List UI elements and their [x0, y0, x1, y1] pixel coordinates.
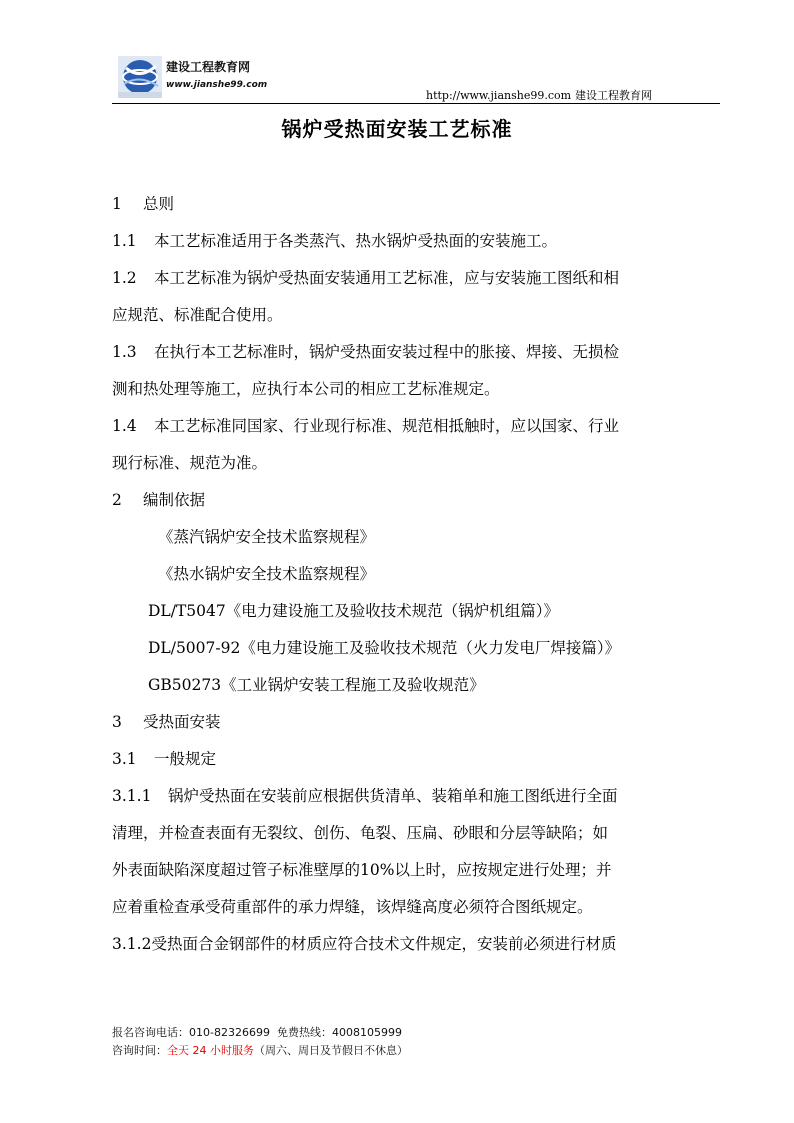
reference-item: 《热水锅炉安全技术监察规程》	[158, 565, 376, 583]
reference-item: DL/5007-92《电力建设施工及验收技术规范（火力发电厂焊接篇）》	[148, 639, 621, 657]
reference-item: DL/T5047《电力建设施工及验收技术规范（锅炉机组篇）》	[148, 602, 559, 620]
section-number: 3	[112, 713, 122, 731]
footer-time-line	[112, 1042, 408, 1060]
clause-text: 在执行本工艺标准时，锅炉受热面安装过程中的胀接、焊接、无损检	[154, 343, 620, 361]
header-site-info	[426, 87, 652, 103]
section-title: 总则	[143, 195, 175, 213]
section-title: 受热面安装	[143, 713, 221, 731]
time-label: 咨询时间：	[112, 1044, 167, 1057]
service-hours-note: （周六、周日及节假日不休息）	[254, 1044, 408, 1057]
header-site-name: 建设工程教育网	[575, 89, 653, 102]
subsection-title: 一般规定	[154, 750, 217, 768]
paragraph-3-1-1-line-1	[112, 778, 720, 815]
paragraph-1-3-line-2: 测和热处理等施工，应执行本公司的相应工艺标准规定。	[112, 380, 500, 398]
section-title: 编制依据	[143, 491, 206, 509]
service-hours-highlight: 全天 24 小时服务	[167, 1044, 254, 1057]
hotline-label: 免费热线：	[276, 1026, 332, 1039]
clause-number: 3.1.1	[112, 787, 152, 805]
paragraph-1-4-line-2: 现行标准、规范为准。	[112, 454, 268, 472]
header-divider	[112, 103, 720, 104]
reference-item: GB50273《工业锅炉安装工程施工及验收规范》	[148, 676, 485, 694]
section-number: 1	[112, 195, 122, 213]
clause-text: 本工艺标准适用于各类蒸汽、热水锅炉受热面的安装施工。	[154, 232, 558, 250]
reference-item: 《蒸汽锅炉安全技术监察规程》	[158, 528, 376, 546]
clause-text: 本工艺标准为锅炉受热面安装通用工艺标准，应与安装施工图纸和相	[154, 269, 620, 287]
paragraph-3-1-1-line-3: 外表面缺陷深度超过管子标准壁厚的10%以上时，应按规定进行处理；并	[112, 861, 612, 879]
paragraph-3-1-1-line-4: 应着重检查承受荷重部件的承力焊缝，该焊缝高度必须符合图纸规定。	[112, 898, 593, 916]
site-logo[interactable]	[118, 56, 268, 98]
footer-phone-line	[112, 1024, 408, 1042]
subsection-heading-3-1	[112, 741, 720, 778]
header-url-link[interactable]: http://www.jianshe99.com	[426, 89, 572, 102]
page-footer	[112, 1024, 408, 1060]
clause-text: 锅炉受热面在安装前应根据供货清单、装箱单和施工图纸进行全面	[168, 787, 618, 805]
paragraph-1-1	[112, 223, 720, 260]
section-heading-2	[112, 482, 720, 519]
section-heading-3	[112, 704, 720, 741]
clause-text: 本工艺标准同国家、行业现行标准、规范相抵触时，应以国家、行业	[154, 417, 620, 435]
clause-number: 1.2	[112, 269, 137, 287]
document-title: 锅炉受热面安装工艺标准	[281, 117, 513, 141]
clause-number: 3.1.2	[112, 935, 152, 953]
paragraph-3-1-1-line-2: 清理，并检查表面有无裂纹、创伤、龟裂、压扁、砂眼和分层等缺陷；如	[112, 824, 609, 842]
paragraph-1-2-line-2: 应规范、标准配合使用。	[112, 306, 283, 324]
clause-text: 受热面合金钢部件的材质应符合技术文件规定，安装前必须进行材质	[151, 935, 617, 953]
paragraph-3-1-2-line-1	[112, 926, 720, 963]
paragraph-1-2-line-1	[112, 260, 720, 297]
clause-number: 3.1	[112, 750, 137, 768]
phone-label: 报名咨询电话：	[112, 1026, 189, 1039]
phone-number[interactable]: 010-82326699	[189, 1026, 270, 1039]
clause-number: 1.1	[112, 232, 137, 250]
document-body	[112, 186, 720, 963]
section-number: 2	[112, 491, 122, 509]
clause-number: 1.4	[112, 417, 137, 435]
hotline-number[interactable]: 4008105999	[331, 1026, 402, 1039]
clause-number: 1.3	[112, 343, 137, 361]
globe-logo-icon	[118, 56, 162, 98]
paragraph-1-3-line-1	[112, 334, 720, 371]
logo-site-name: 建设工程教育网	[166, 60, 251, 74]
section-heading-1	[112, 186, 720, 223]
logo-site-url: www.jianshe99.com	[166, 80, 268, 90]
paragraph-1-4-line-1	[112, 408, 720, 445]
